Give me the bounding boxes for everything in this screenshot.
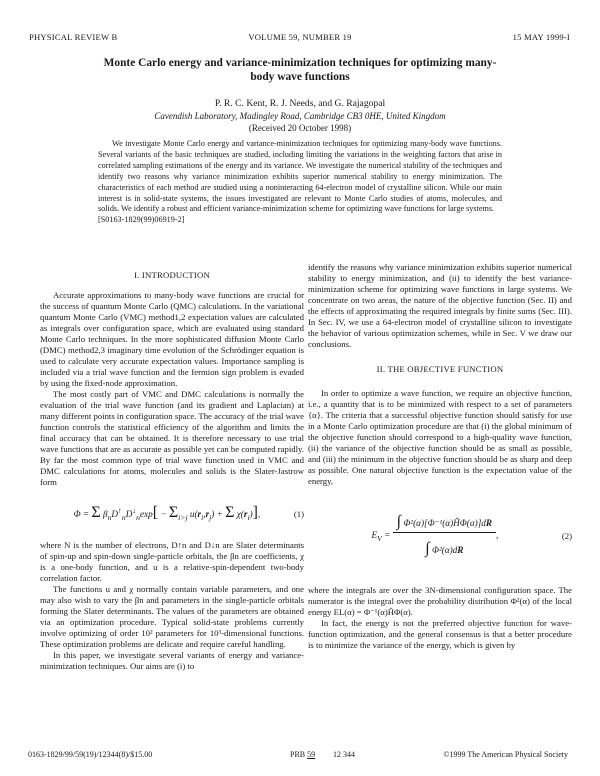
- equation-2-body: $E_V$ = $\frac{\text{∫ Φ²(α)[Φ⁻¹(α)ĤΦ(α)]dR}}{\text{∫ Φ²(α)dR}}$ ,: [371, 513, 499, 557]
- equation-1: [40, 495, 304, 533]
- equation-2: [308, 494, 572, 578]
- left-column: [40, 262, 304, 672]
- right-paragraph-1: identify the reasons why variance minimization exhibits superior numerical stability to energy minimization, and (ii) to identify the best variance-minimization scheme for optimizing wave functions in large systems. We concentrate on two areas, the nature of the objective function (Sec. II) and the effects of approximating the required integrals by finite sums (Sec. III). In Sec. IV, we use a 64-electron model of crystalline silicon to investigate the behavior of various optimization schemes, while in Sec. V we draw our conclusions.: [308, 262, 572, 349]
- footer-copyright: ©1999 The American Physical Society: [443, 750, 568, 759]
- equation-2-fraction: $\frac{\text{∫ Φ²(α)[Φ⁻¹(α)ĤΦ(α)]dR}}{\text{∫ Φ²(α)dR}}$: [393, 516, 496, 556]
- intro-paragraph-4: The functions u and χ normally contain variable parameters, and one may also wish to vary the βn and parameters in the single-particle orbitals forming the Slater determinants. The values of the parameters are obtained via an optimization procedure. Typical solid-state problems currently involve optimizing of order 10² parameters for 10³-dimensional functions. These optimization problems are delicate and require careful handling.: [40, 584, 304, 649]
- abstract-text: We investigate Monte Carlo energy and variance-minimization techniques for optimizing many-body wave functions. Several variants of the basic techniques are studied, including limiting the variations in the weighting factors that arise in correlated sampling estimations of the energy and its variance. We investigate the numerical stability of the techniques and identify two reasons why variance minimization exhibits superior numerical stability to energy minimization. The characteristics of each method are studied using a noninteracting 64-electron model of crystalline silicon. While our main interest is in solid-state systems, the issues investigated are relevant to Monte Carlo studies of atoms, molecules, and solids. We identify a robust and efficient variance-minimization scheme for optimizing wave functions for large systems.: [98, 139, 502, 214]
- equation-1-number: (1): [293, 508, 304, 519]
- pacs-code: [S0163-1829(99)06919-2]: [98, 215, 185, 225]
- footer-code: 0163-1829/99/59(19)/12344(8)/$15.00: [28, 750, 153, 759]
- received-date: (Received 20 October 1998): [248, 123, 352, 133]
- volume-info: VOLUME 59, NUMBER 19: [248, 32, 352, 42]
- journal-name: PHYSICAL REVIEW B: [29, 32, 118, 42]
- objective-paragraph-1: In order to optimize a wave function, we require an objective function, i.e., a quantity that is to be minimized with respect to a set of parameters {α}. The criteria that a successful objective function should satisfy for use in a Monte Carlo optimization procedure are that (i) the global minimum of the objective function should correspond to a high-quality wave function, (ii) the variance of the objective function should be as small as possible, and (iii) the minimum in the objective function should be as sharp and deep as possible. One natural objective function is the expectation value of the energy,: [308, 388, 572, 486]
- intro-paragraph-1: Accurate approximations to many-body wave functions are crucial for the success of quantum Monte Carlo (QMC) calculations. In the variational quantum Monte Carlo (VMC) method1,2 expectation values are calculated as integrals over configuration space, which are evaluated using standard Monte Carlo techniques. In the more sophisticated diffusion Monte Carlo (DMC) method2,3 imaginary time evolution of the Schrödinger equation is used to calculate very accurate expectation values. Importance sampling is included via a trial wave function and the fermion sign problem is evaded by using the fixed-node approximation.: [40, 290, 304, 388]
- footer-journal: [290, 750, 315, 759]
- footer-prb: PRB: [290, 750, 306, 759]
- author-list: P. R. C. Kent, R. J. Needs, and G. Rajagopal: [214, 98, 386, 109]
- section-heading-introduction: I. INTRODUCTION: [134, 270, 210, 280]
- objective-paragraph-2: where the integrals are over the 3N-dimensional configuration space. The numerator is the integral over the probability distribution Φ²(α) of the local energy EL(α) = Φ⁻¹(α)ĤΦ(α).: [308, 585, 572, 617]
- objective-paragraph-3: In fact, the energy is not the preferred objective function for wave-function optimization, and the general consensus is that a better procedure is to minimize the variance of the energy, which is given by: [308, 618, 572, 650]
- intro-paragraph-5: In this paper, we investigate several variants of energy and variance-minimization techniques. Our aims are (i) to: [40, 650, 304, 671]
- affiliation: Cavendish Laboratory, Madingley Road, Cambridge CB3 0HE, United Kingdom: [154, 111, 446, 121]
- intro-paragraph-2: The most costly part of VMC and DMC calculations is normally the evaluation of the trial wave function (and its gradient and Laplacian) at many different points in configuration space. The accuracy of the trial wave function controls the statistical efficiency of the algorithm and limits the final accuracy that can be obtained. It is therefore necessary to use trial wave functions that are as accurate as possible yet can be computed rapidly. By far the most common type of trial wave function used in VMC and DMC calculations for atoms, molecules and solids is the Slater-Jastrow form: [40, 389, 304, 487]
- equation-1-body: Φ = Σ $\beta_nD^↑_nD^↓_n\exp[ - \Sigma_{i>j}$ $u(r_i,r_j) + \Sigma$ $\chi(r_i)$],: [73, 504, 261, 522]
- abstract: [98, 139, 502, 226]
- footer-page: 12 344: [333, 750, 355, 759]
- intro-paragraph-3: where N is the number of electrons, D↑n and D↓n are Slater determinants of spin-up and spin-down single-particle orbitals, the βn are coefficients, χ is a one-body function, and u is a relative-spin-dependent two-body correlation factor.: [40, 540, 304, 583]
- right-column: [308, 262, 572, 651]
- issue-date: 15 MAY 1999-I: [512, 32, 570, 42]
- footer-volume: 59: [307, 750, 316, 759]
- paper-title-text: Monte Carlo energy and variance-minimization techniques for optimizing many-body wave functions: [103, 57, 497, 83]
- section-heading-objective: II. THE OBJECTIVE FUNCTION: [376, 364, 504, 374]
- equation-2-number: (2): [561, 530, 572, 541]
- paper-title: [0, 56, 600, 84]
